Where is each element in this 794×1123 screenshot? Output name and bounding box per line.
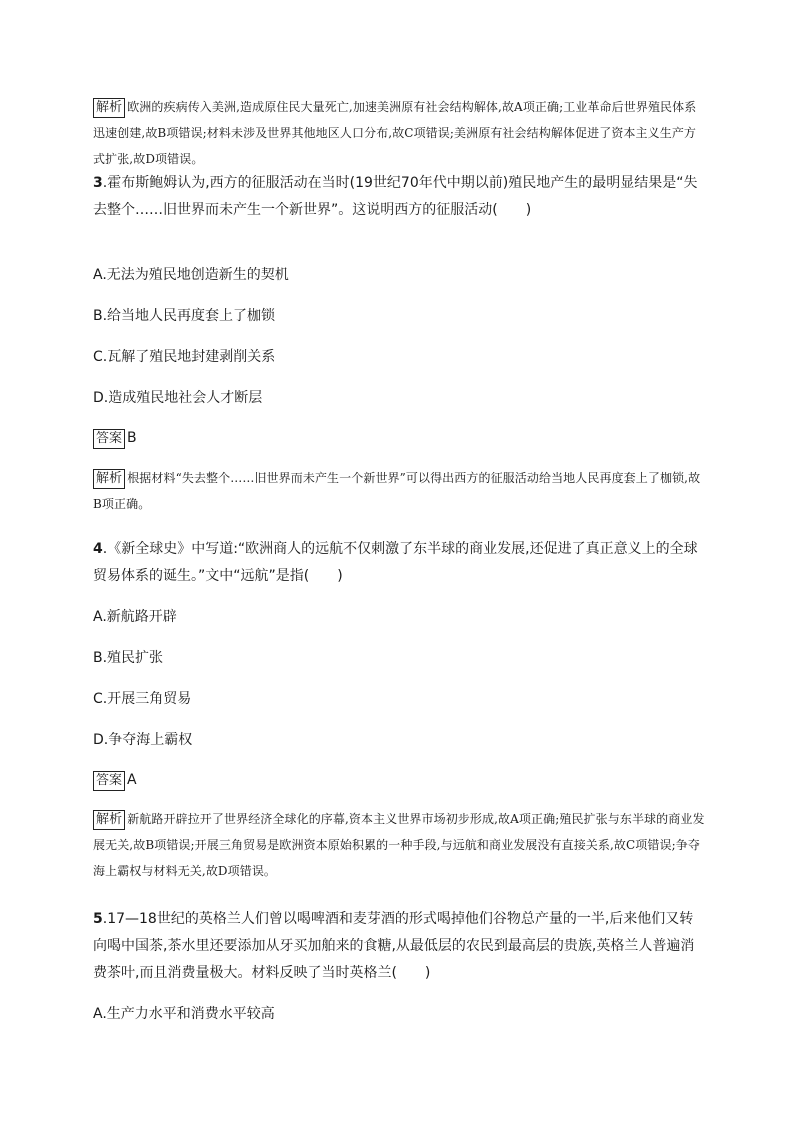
question-stem: .17—18世纪的英格兰人们曾以喝啤酒和麦芽酒的形式喝掉他们谷物总产量的一半,后来他们又转向喝中国茶,茶水里还要添加从牙买加舶来的食糖,从最低层的农民到最高层的贵族,英格兰人普遍消费茶叶,而且消费量极大。材料反映了当时英格兰( ) bbox=[93, 911, 695, 981]
answer-value: A bbox=[127, 772, 137, 788]
answer-value: B bbox=[127, 430, 137, 446]
question-stem: .霍布斯鲍姆认为,西方的征服活动在当时(19世纪70年代中期以前)殖民地产生的最明显结果是“失去整个……旧世界而未产生一个新世界”。这说明西方的征服活动( ) bbox=[93, 175, 698, 218]
answer-line bbox=[93, 770, 705, 791]
analysis-tag: 解析 bbox=[93, 98, 125, 118]
analysis-paragraph bbox=[93, 94, 705, 172]
answer-tag: 答案 bbox=[93, 429, 125, 449]
analysis-block bbox=[93, 465, 705, 517]
option-a: A.生产力水平和消费水平较高 bbox=[93, 1006, 275, 1022]
question-stem: .《新全球史》中写道:“欧洲商人的远航不仅刺激了东半球的商业发展,还促进了真正意义上的全球贸易体系的诞生。”文中“远航”是指( ) bbox=[93, 541, 698, 584]
analysis-block bbox=[93, 806, 705, 884]
analysis-tag: 解析 bbox=[93, 469, 125, 489]
analysis-prev-block bbox=[93, 94, 705, 172]
question-5-stem bbox=[93, 906, 705, 987]
option-a: A.无法为殖民地创造新生的契机 bbox=[93, 267, 289, 283]
option-b: B.给当地人民再度套上了枷锁 bbox=[93, 308, 276, 324]
answer-tag: 答案 bbox=[93, 771, 125, 791]
question-number: 3 bbox=[93, 175, 103, 191]
option-c: C.开展三角贸易 bbox=[93, 691, 192, 707]
question-3-stem bbox=[93, 170, 705, 224]
option-c: C.瓦解了殖民地封建剥削关系 bbox=[93, 349, 276, 365]
question-4-stem bbox=[93, 536, 705, 590]
analysis-text: 欧洲的疾病传入美洲,造成原住民大量死亡,加速美洲原有社会结构解体,故A项正确;工业革命后世界殖民体系迅速创建,故B项错误;材料未涉及世界其他地区人口分布,故C项错误;美洲原有社会结构解体促进了资本主义生产方式扩张,故D项错误。 bbox=[93, 100, 697, 166]
option-d: D.造成殖民地社会人才断层 bbox=[93, 390, 263, 406]
analysis-tag: 解析 bbox=[93, 810, 125, 830]
answer-line bbox=[93, 428, 705, 449]
analysis-text: 新航路开辟拉开了世界经济全球化的序幕,资本主义世界市场初步形成,故A项正确;殖民扩张与东半球的商业发展无关,故B项错误;开展三角贸易是欧洲资本原始积累的一种手段,与远航和商业发展没有直接关系,故C项错误;争夺海上霸权与材料无关,故D项错误。 bbox=[93, 812, 705, 878]
question-number: 5 bbox=[93, 911, 103, 927]
analysis-text: 根据材料“失去整个……旧世界而未产生一个新世界”可以得出西方的征服活动给当地人民再度套上了枷锁,故B项正确。 bbox=[93, 471, 701, 511]
option-d: D.争夺海上霸权 bbox=[93, 732, 193, 748]
question-number: 4 bbox=[93, 541, 103, 557]
option-b: B.殖民扩张 bbox=[93, 650, 164, 666]
option-a: A.新航路开辟 bbox=[93, 609, 177, 625]
